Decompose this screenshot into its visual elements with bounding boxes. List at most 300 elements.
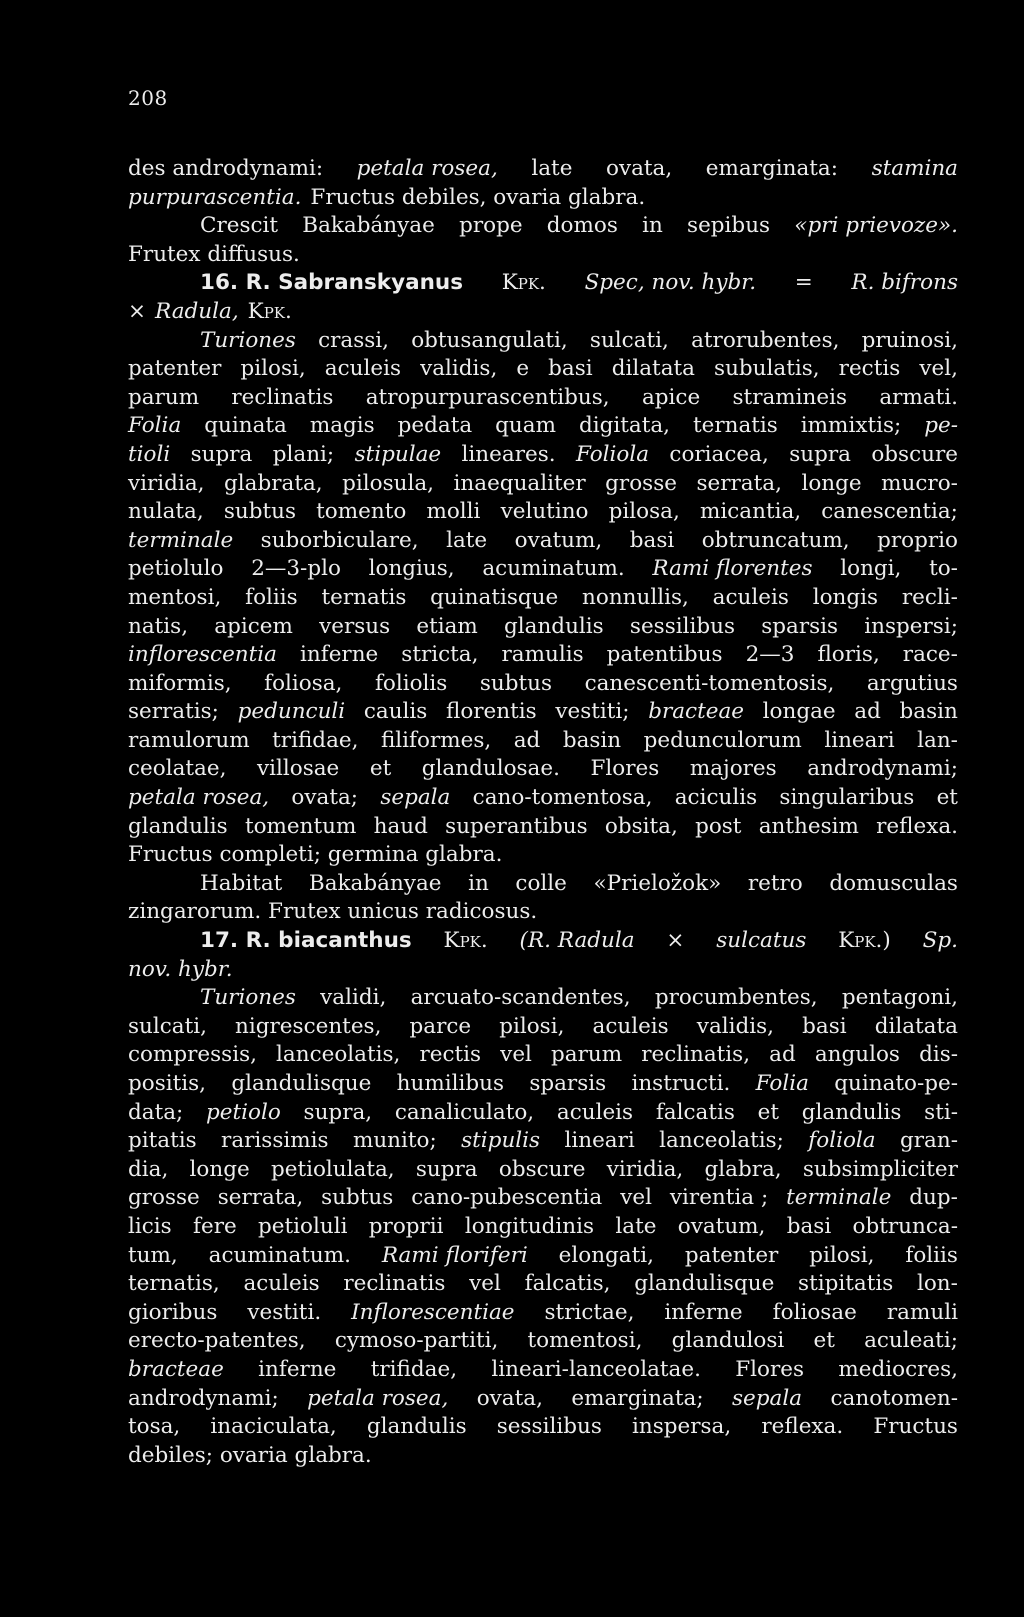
text-line bbox=[128, 527, 958, 556]
text-segment: grosse bbox=[128, 1185, 200, 1211]
text-segment: subtus bbox=[479, 670, 553, 696]
text-segment: falcatis, bbox=[524, 1271, 611, 1297]
text-segment: Folia bbox=[128, 413, 182, 439]
text-segment: (R. Radula bbox=[519, 928, 635, 954]
text-segment: erecto-patentes, bbox=[128, 1328, 306, 1354]
text-segment: data; bbox=[128, 1099, 184, 1125]
text-segment: nigrescentes, bbox=[235, 1013, 382, 1039]
text-segment: Fructus completi; germina glabra. bbox=[128, 842, 503, 868]
text-segment: haud bbox=[373, 813, 428, 839]
text-segment: glandulis bbox=[504, 613, 604, 639]
text-segment: des androdynami: bbox=[128, 156, 324, 181]
text-segment: anthesim bbox=[758, 813, 859, 839]
text-segment: obtrunca- bbox=[852, 1213, 958, 1239]
text-segment: elongati, bbox=[558, 1242, 654, 1268]
text-segment: superantibus bbox=[445, 813, 588, 839]
text-segment: pilosi, bbox=[240, 356, 306, 382]
text-segment: quinatisque bbox=[430, 584, 559, 610]
text-segment: aculeis bbox=[592, 1013, 669, 1039]
text-segment: longius, bbox=[368, 556, 455, 582]
text-segment: Kpk. bbox=[247, 298, 292, 324]
text-segment: serrata, bbox=[696, 470, 782, 496]
text-segment: Flores bbox=[590, 756, 660, 782]
text-segment: rectis bbox=[838, 356, 901, 382]
text-segment: glandulis bbox=[801, 1099, 902, 1125]
text-segment: domusculas bbox=[829, 870, 958, 896]
text-segment: subtus bbox=[223, 499, 297, 525]
text-segment: petiolulo bbox=[128, 556, 224, 582]
text-segment: glandulisque bbox=[231, 1071, 372, 1096]
text-segment: glandulis bbox=[128, 813, 228, 839]
text-segment: late bbox=[615, 1213, 657, 1239]
text-segment: inferne bbox=[258, 1356, 337, 1382]
text-segment: pilosa, bbox=[608, 499, 680, 525]
text-segment: retro bbox=[747, 870, 803, 896]
text-segment: emarginata; bbox=[571, 1385, 704, 1411]
text-segment: viridia, bbox=[606, 1156, 684, 1182]
text-line bbox=[128, 1041, 958, 1070]
text-line bbox=[128, 1213, 958, 1242]
text-segment: aculeati; bbox=[864, 1328, 958, 1354]
text-segment: proprii bbox=[368, 1213, 444, 1239]
text-line bbox=[128, 1242, 958, 1271]
text-line bbox=[128, 498, 958, 527]
text-segment: etiam bbox=[416, 613, 478, 639]
text-segment: suborbiculare, bbox=[260, 527, 419, 553]
text-segment: dia, bbox=[128, 1156, 169, 1182]
text-segment: digitata, bbox=[578, 413, 670, 439]
text-segment: androdynami; bbox=[128, 1385, 279, 1411]
text-segment: reclinatis bbox=[343, 1271, 446, 1297]
text-segment: rarissimis bbox=[221, 1128, 329, 1154]
text-segment: inferne bbox=[664, 1299, 743, 1325]
text-segment: natis, bbox=[128, 613, 189, 639]
text-segment: parum bbox=[128, 384, 200, 410]
text-segment: in bbox=[468, 870, 489, 896]
text-segment: Turiones bbox=[200, 327, 296, 353]
text-segment: ad bbox=[513, 727, 541, 753]
text-segment: trifidae, bbox=[272, 727, 359, 753]
text-segment: canescentia; bbox=[821, 499, 958, 525]
text-segment: patentibus bbox=[606, 642, 723, 668]
text-line bbox=[128, 384, 958, 413]
text-segment: mentosi, bbox=[128, 584, 222, 610]
text-segment: cano-tomentosa, bbox=[472, 785, 653, 811]
text-segment: humilibus bbox=[396, 1071, 505, 1096]
text-segment: sparsis bbox=[761, 613, 839, 639]
text-segment: sepala bbox=[380, 785, 451, 811]
text-segment: lineares. bbox=[461, 441, 556, 467]
text-segment: et bbox=[813, 1328, 835, 1354]
text-segment: ramulorum bbox=[128, 727, 250, 753]
text-segment: Radula, bbox=[155, 298, 239, 324]
text-segment: serratis; bbox=[128, 699, 219, 725]
text-segment: pe- bbox=[924, 413, 958, 439]
text-segment: molli bbox=[426, 499, 481, 525]
text-segment: Flores bbox=[735, 1356, 805, 1382]
text-segment: obscure bbox=[871, 441, 958, 467]
text-segment: atrorubentes, bbox=[691, 327, 840, 353]
text-segment: compressis, bbox=[128, 1042, 257, 1068]
text-segment: stricta, bbox=[401, 642, 479, 668]
text-line bbox=[128, 1127, 958, 1156]
text-segment: quinata bbox=[204, 413, 287, 439]
text-segment: Inflorescentiae bbox=[351, 1299, 515, 1325]
text-line bbox=[128, 956, 958, 985]
text-segment: androdynami; bbox=[807, 756, 958, 782]
text-segment: supra, bbox=[303, 1099, 373, 1125]
text-segment: pilosula, bbox=[342, 470, 435, 496]
text-segment: Foliola bbox=[575, 441, 650, 467]
text-segment: tomentum bbox=[244, 813, 357, 839]
text-segment: glandulisque bbox=[634, 1271, 775, 1297]
text-segment: lineari-lanceolatae. bbox=[491, 1356, 701, 1382]
text-line bbox=[128, 184, 958, 213]
text-segment: validis, bbox=[420, 356, 498, 382]
text-segment: in bbox=[642, 213, 663, 239]
text-segment: rectis bbox=[419, 1042, 482, 1068]
text-segment: longitudinis bbox=[464, 1213, 595, 1239]
text-segment: purpurascentia. bbox=[128, 184, 302, 210]
text-segment: reclinatis, bbox=[641, 1042, 751, 1068]
text-segment: et bbox=[757, 1099, 779, 1125]
text-line bbox=[128, 555, 958, 584]
text-segment: pitatis bbox=[128, 1128, 197, 1154]
text-line bbox=[128, 784, 958, 813]
text-segment: procumbentes, bbox=[654, 985, 818, 1011]
text-segment: foliis bbox=[905, 1242, 958, 1268]
text-segment: nulata, bbox=[128, 499, 204, 525]
text-segment: ovatum, bbox=[514, 527, 603, 553]
text-segment: Rami floriferi bbox=[381, 1242, 528, 1268]
text-line bbox=[128, 1385, 958, 1414]
text-segment: grosse bbox=[605, 470, 677, 496]
text-segment: zingarorum. Frutex unicus radicosus. bbox=[128, 899, 538, 925]
text-segment: viridia, bbox=[128, 470, 205, 496]
text-segment: vel bbox=[469, 1271, 501, 1297]
text-segment: magis bbox=[309, 413, 375, 439]
text-segment: inferne bbox=[300, 642, 379, 668]
text-line bbox=[128, 441, 958, 470]
text-segment: floris, bbox=[817, 642, 880, 668]
text-segment: foliis bbox=[245, 584, 298, 610]
text-segment: debiles; ovaria glabra. bbox=[128, 1442, 372, 1468]
text-line bbox=[128, 984, 958, 1013]
text-segment: 2—3 bbox=[745, 642, 795, 668]
text-line bbox=[128, 813, 958, 842]
text-segment: pilosi, bbox=[499, 1013, 565, 1039]
text-segment: to- bbox=[929, 556, 958, 582]
text-segment: trifidae, bbox=[370, 1356, 458, 1382]
text-segment: glandulosi bbox=[671, 1328, 785, 1354]
text-segment: patenter bbox=[684, 1242, 779, 1268]
text-segment: filiformes, bbox=[380, 727, 492, 753]
text-segment: dilatata bbox=[874, 1013, 958, 1039]
text-segment: pentagoni, bbox=[841, 985, 958, 1011]
text-segment: basi bbox=[802, 1013, 847, 1039]
text-segment: foliosa, bbox=[264, 670, 343, 696]
text-segment: ramulis bbox=[501, 642, 584, 668]
page-number: 208 bbox=[128, 86, 168, 110]
text-segment: Fructus bbox=[873, 1414, 958, 1440]
text-segment: × bbox=[666, 928, 685, 954]
text-segment: positis, bbox=[128, 1071, 207, 1096]
text-segment: stipitatis bbox=[798, 1271, 894, 1297]
text-segment: ternatis bbox=[692, 413, 778, 439]
text-segment: coriacea, bbox=[669, 441, 769, 467]
text-segment: longe bbox=[801, 470, 862, 496]
text-segment: petala rosea, bbox=[356, 156, 498, 181]
text-segment: gioribus bbox=[128, 1299, 218, 1325]
text-line bbox=[128, 298, 958, 327]
text-segment: tioli bbox=[128, 441, 171, 467]
text-segment: falcatis bbox=[655, 1099, 735, 1125]
text-segment: recli- bbox=[901, 584, 958, 610]
text-segment: reclinatis bbox=[231, 384, 334, 410]
text-segment: sparsis bbox=[529, 1071, 607, 1096]
text-segment: ternatis bbox=[321, 584, 407, 610]
text-segment: canaliculato, bbox=[394, 1099, 535, 1125]
text-segment: tomentosi, bbox=[527, 1328, 643, 1354]
text-segment: cymoso-partiti, bbox=[334, 1328, 499, 1354]
text-segment: singularibus bbox=[779, 785, 915, 811]
text-segment: «pri prievoze». bbox=[794, 213, 958, 239]
text-segment: ovata; bbox=[291, 785, 359, 811]
text-segment: villosae bbox=[256, 756, 340, 782]
text-line bbox=[128, 269, 958, 298]
text-segment: inaequaliter bbox=[453, 470, 586, 496]
text-segment: inspersi; bbox=[864, 613, 958, 639]
text-segment: Fructus debiles, ovaria glabra. bbox=[310, 184, 646, 210]
text-segment: 16. R. Sabranskyanus bbox=[200, 270, 464, 296]
text-segment: aculeis bbox=[324, 356, 401, 382]
text-segment: angulos bbox=[814, 1042, 900, 1068]
text-segment: glandulosae. bbox=[421, 756, 560, 782]
text-segment: vel, bbox=[919, 356, 958, 382]
text-segment: 17. R. biacanthus bbox=[200, 928, 412, 954]
text-line bbox=[128, 1070, 958, 1099]
text-segment: sepibus bbox=[687, 213, 771, 239]
text-segment: longis bbox=[812, 584, 879, 610]
text-segment: pedunculi bbox=[237, 699, 346, 725]
text-segment: ovata, bbox=[476, 1385, 543, 1411]
text-segment: micantia, bbox=[699, 499, 802, 525]
text-segment: Habitat bbox=[200, 870, 283, 896]
text-line bbox=[128, 155, 958, 184]
text-segment: lanceolatis, bbox=[276, 1042, 401, 1068]
text-segment: late bbox=[531, 156, 573, 181]
text-segment: patenter bbox=[128, 356, 222, 382]
text-segment: glabra, bbox=[704, 1156, 782, 1182]
text-segment: glabrata, bbox=[224, 470, 323, 496]
text-line bbox=[128, 870, 958, 899]
text-segment: vel bbox=[500, 1042, 532, 1068]
text-segment: quinato-pe- bbox=[834, 1071, 958, 1096]
text-segment: apice bbox=[641, 384, 701, 410]
text-segment: Kpk. bbox=[501, 270, 546, 296]
text-segment: cano-pubescentia bbox=[411, 1185, 603, 1211]
text-segment: dis- bbox=[919, 1042, 958, 1068]
text-line bbox=[128, 1356, 958, 1385]
text-segment: lanceolatis; bbox=[659, 1128, 784, 1154]
text-segment: glandulis bbox=[366, 1414, 467, 1440]
text-segment: subtus bbox=[321, 1185, 394, 1211]
text-line bbox=[128, 212, 958, 241]
text-line bbox=[128, 1184, 958, 1213]
text-segment: pilosi, bbox=[809, 1242, 875, 1268]
text-segment: pedata bbox=[397, 413, 473, 439]
text-segment: obscure bbox=[498, 1156, 586, 1182]
text-line bbox=[128, 727, 958, 756]
text-segment: supra bbox=[190, 441, 253, 467]
text-segment: Turiones bbox=[200, 985, 296, 1011]
text-segment: Kpk. bbox=[443, 928, 488, 954]
text-segment: petiolo bbox=[206, 1099, 281, 1125]
text-segment: Frutex diffusus. bbox=[128, 241, 300, 267]
text-segment: velutino bbox=[500, 499, 589, 525]
text-segment: fere bbox=[193, 1213, 237, 1239]
text-segment: basi bbox=[629, 527, 675, 553]
text-segment: aciculis bbox=[674, 785, 758, 811]
text-segment: stipulis bbox=[461, 1128, 541, 1154]
text-segment: virentia ; bbox=[669, 1185, 769, 1211]
text-segment: petioluli bbox=[258, 1213, 348, 1239]
text-segment: dup- bbox=[909, 1185, 958, 1211]
text-segment: stramineis bbox=[732, 384, 848, 410]
text-segment: e bbox=[516, 356, 530, 382]
text-segment: «Prieložok» bbox=[593, 870, 722, 896]
text-line bbox=[128, 470, 958, 499]
text-segment: basin bbox=[899, 699, 958, 725]
text-segment: aculeis bbox=[243, 1271, 320, 1297]
text-segment: sti- bbox=[924, 1099, 958, 1125]
text-segment: canescenti-tomentosis, bbox=[584, 670, 835, 696]
text-line bbox=[128, 1299, 958, 1328]
text-segment: apicem bbox=[214, 613, 293, 639]
text-segment: petala rosea, bbox=[128, 785, 270, 811]
text-segment: colle bbox=[515, 870, 567, 896]
text-line bbox=[128, 412, 958, 441]
text-segment: lon- bbox=[916, 1271, 958, 1297]
text-segment: tum, bbox=[128, 1242, 178, 1268]
text-line bbox=[128, 355, 958, 384]
body-text bbox=[128, 155, 958, 1470]
text-segment: proprio bbox=[877, 527, 958, 553]
text-segment: basi bbox=[786, 1213, 832, 1239]
text-segment: foliola bbox=[808, 1128, 876, 1154]
text-segment: sulcati, bbox=[589, 327, 669, 353]
text-segment: petala rosea, bbox=[307, 1385, 449, 1411]
text-segment: race- bbox=[902, 642, 958, 668]
text-segment: subsimpliciter bbox=[802, 1156, 958, 1182]
text-line bbox=[128, 1099, 958, 1128]
text-segment: obtusangulati, bbox=[411, 327, 568, 353]
text-segment: crassi, bbox=[318, 327, 389, 353]
text-line bbox=[128, 898, 958, 927]
text-segment: ad bbox=[854, 699, 881, 725]
text-segment: lan- bbox=[917, 727, 958, 753]
text-segment: ovatum, bbox=[677, 1213, 766, 1239]
text-line bbox=[128, 641, 958, 670]
text-segment: R. bifrons bbox=[851, 270, 958, 296]
text-line bbox=[128, 841, 958, 870]
text-segment: aculeis bbox=[712, 584, 789, 610]
text-segment: lineari bbox=[564, 1128, 635, 1154]
text-segment: obsita, bbox=[604, 813, 678, 839]
text-segment: ovata, bbox=[606, 156, 673, 181]
text-segment: parce bbox=[409, 1013, 472, 1039]
text-segment: acuminatum. bbox=[208, 1242, 351, 1268]
text-segment: majores bbox=[689, 756, 777, 782]
text-segment: nonnullis, bbox=[582, 584, 689, 610]
text-segment: sulcati, bbox=[128, 1013, 207, 1039]
text-segment: foliosae bbox=[772, 1299, 857, 1325]
text-segment: Bakabányae bbox=[302, 213, 435, 239]
text-segment: arcuato-scandentes, bbox=[410, 985, 631, 1011]
text-segment: parum bbox=[551, 1042, 623, 1068]
text-segment: prope bbox=[459, 213, 523, 239]
text-segment: atropurpurascentibus, bbox=[365, 384, 610, 410]
text-segment: validi, bbox=[320, 985, 387, 1011]
text-segment: tosa, bbox=[128, 1414, 181, 1440]
text-segment: quam bbox=[495, 413, 556, 439]
text-segment: basi bbox=[548, 356, 593, 382]
text-segment: lineari bbox=[824, 727, 895, 753]
text-segment: caulis bbox=[363, 699, 428, 725]
text-segment: Sp. bbox=[922, 928, 958, 954]
text-segment: longe bbox=[189, 1156, 250, 1182]
text-line bbox=[128, 927, 958, 956]
text-segment: Bakabányae bbox=[308, 870, 442, 896]
text-line bbox=[128, 755, 958, 784]
text-segment: longae bbox=[762, 699, 836, 725]
text-segment: sessilibus bbox=[496, 1414, 602, 1440]
text-segment: = bbox=[794, 270, 813, 296]
text-segment: strictae, bbox=[544, 1299, 635, 1325]
text-line bbox=[128, 1442, 958, 1471]
text-segment: sulcatus bbox=[716, 928, 807, 954]
text-segment: sepala bbox=[732, 1385, 803, 1411]
text-segment: longi, bbox=[840, 556, 902, 582]
text-segment: ramuli bbox=[886, 1299, 958, 1325]
text-segment: reflexa. bbox=[761, 1414, 844, 1440]
text-segment: emarginata: bbox=[705, 156, 838, 181]
text-segment: tomento bbox=[316, 499, 407, 525]
text-segment: nov. hybr. bbox=[128, 956, 233, 982]
text-segment: petiolulata, bbox=[270, 1156, 395, 1182]
text-segment: bracteae bbox=[648, 699, 744, 725]
text-line bbox=[128, 1413, 958, 1442]
text-segment: ceolatae, bbox=[128, 756, 227, 782]
text-line bbox=[128, 584, 958, 613]
text-segment: gran- bbox=[899, 1128, 958, 1154]
text-segment: subulatis, bbox=[714, 356, 820, 382]
text-segment: foliolis bbox=[374, 670, 448, 696]
text-segment: mucro- bbox=[881, 470, 958, 496]
text-segment: miformis, bbox=[128, 670, 232, 696]
text-segment: domos bbox=[546, 213, 618, 239]
text-segment: vel bbox=[620, 1185, 652, 1211]
text-segment: terminale bbox=[128, 527, 234, 553]
text-segment: sessilibus bbox=[629, 613, 736, 639]
text-segment: terminale bbox=[786, 1185, 892, 1211]
text-segment: supra bbox=[789, 441, 851, 467]
text-segment: armati. bbox=[879, 384, 958, 410]
text-segment: versus bbox=[319, 613, 391, 639]
text-segment: stamina bbox=[871, 156, 958, 181]
text-segment: supra bbox=[415, 1156, 478, 1182]
text-segment: vestiti. bbox=[247, 1299, 322, 1325]
